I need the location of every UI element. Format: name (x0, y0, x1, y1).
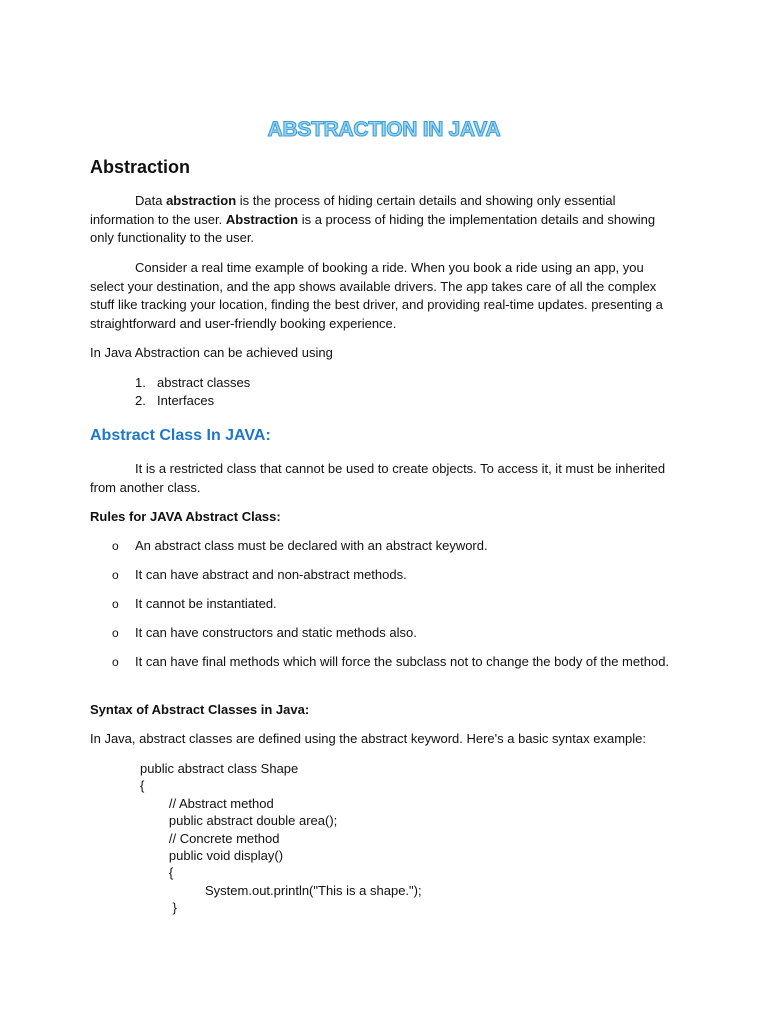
bullet-icon: o (112, 539, 119, 553)
code-line: // Concrete method (140, 830, 280, 846)
abstraction-definition-paragraph: Data abstraction is the process of hiding certain details and showing only essential information to the user. Abstraction is a process of hiding the implementation details and showing only functionality to the user. (90, 193, 656, 245)
bullet-icon: o (112, 655, 119, 669)
achieved-using-paragraph: In Java Abstraction can be achieved using (90, 345, 333, 360)
section-heading-abstract-class: Abstract Class In JAVA: (90, 427, 271, 444)
bullet-icon: o (112, 568, 119, 582)
code-line: public void display() (140, 847, 284, 863)
list-item: 1. abstract classes (135, 375, 251, 390)
document-title: ABSTRACTION IN JAVA (267, 118, 501, 141)
section-heading-abstraction: Abstraction (90, 157, 191, 177)
abstraction-ways-list (90, 374, 250, 410)
syntax-heading: Syntax of Abstract Classes in Java: (90, 702, 310, 717)
code-line: // Abstract method (140, 795, 274, 811)
syntax-intro-paragraph: In Java, abstract classes are defined using the abstract keyword. Here's a basic syntax example: (90, 731, 646, 746)
list-item: o It can have abstract and non-abstract methods. (90, 566, 680, 585)
list-item: o It can have constructors and static methods also. (90, 624, 680, 643)
ride-booking-example-paragraph: Consider a real time example of booking a ride. When you book a ride using an app, you select your destination, and the app shows available drivers. The app takes care of all the complex stuff like tracking your location, finding the best driver, and providing real-time updates. presenting a straightforward and user-friendly booking experience. (90, 260, 663, 331)
code-line: public abstract class Shape (140, 761, 299, 776)
bullet-icon: o (112, 597, 119, 611)
rules-heading: Rules for JAVA Abstract Class: (90, 509, 281, 524)
list-item: o It cannot be instantiated. (90, 595, 680, 614)
list-item: o It can have final methods which will force the subclass not to change the body of the method. (90, 653, 680, 672)
code-line: System.out.println("This is a shape."); (140, 882, 422, 898)
code-example (140, 760, 422, 917)
list-item: 2. Interfaces (135, 393, 215, 408)
code-line: public abstract double area(); (140, 813, 338, 829)
code-line: { (140, 865, 174, 881)
bullet-icon: o (112, 626, 119, 640)
rules-list (90, 537, 680, 682)
code-line: } (140, 900, 177, 916)
list-item: o An abstract class must be declared with an abstract keyword. (90, 537, 680, 556)
abstract-class-definition-paragraph: It is a restricted class that cannot be used to create objects. To access it, it must be inherited from another class. (90, 461, 666, 495)
code-line: { (140, 778, 145, 794)
